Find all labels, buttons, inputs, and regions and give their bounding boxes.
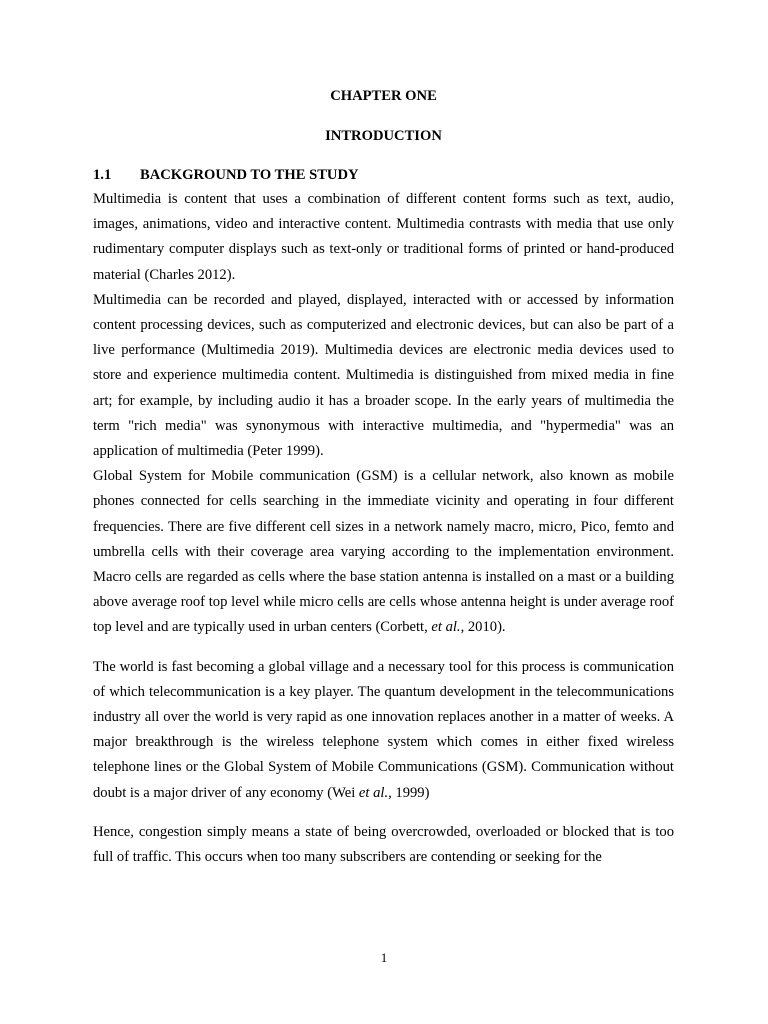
- document-page: [93, 86, 674, 870]
- paragraph-gsm-italic: et al.,: [431, 619, 465, 636]
- section-heading: [93, 165, 674, 185]
- paragraph-gsm-text: Global System for Mobile communication (GSM) is a cellular network, also known as mobile phones connected for cells searching in the immediate vicinity and operating in four different frequencies. There are five different cell sizes in a network namely macro, micro, Pico, femto and umbrella cells with their coverage area varying according to the implementation environment. Macro cells are regarded as cells where the base station antenna is installed on a mast or a building above average roof top level while micro cells are cells whose antenna height is under average roof top level and are typically used in urban centers (Corbett,: [93, 468, 674, 636]
- section-number: 1.1: [93, 167, 112, 183]
- paragraph-multimedia-devices: Multimedia can be recorded and played, displayed, interacted with or accessed by information content processing devices, such as computerized and electronic devices, but can also be part of a live performance (Multimedia 2019). Multimedia devices are electronic media devices used to store and experience multimedia content. Multimedia is distinguished from mixed media in fine art; for example, by including audio it has a broader scope. In the early years of multimedia the term "rich media" was synonymous with interactive multimedia, and "hypermedia" was an application of multimedia (Peter 1999).: [93, 291, 674, 460]
- paragraph-congestion: Hence, congestion simply means a state of being overcrowded, overloaded or blocked that is too full of traffic. This occurs when too many subscribers are contending or seeking for the: [93, 823, 674, 866]
- paragraph-global-village-text: The world is fast becoming a global village and a necessary tool for this process is communication of which telecommunication is a key player. The quantum development in the telecommunications industry all over the world is very rapid as one innovation replaces another in a matter of weeks. A major breakthrough is the wireless telephone system which comes in either fixed wireless telephone lines or the Global System of Mobile Communications (GSM). Communication without doubt is a major driver of any economy (Wei: [93, 658, 674, 801]
- chapter-heading: CHAPTER ONE: [330, 88, 437, 104]
- paragraph-global-village-end: , 1999): [388, 784, 430, 801]
- paragraph-gsm-end: 2010).: [464, 619, 506, 636]
- paragraph-multimedia-definition: Multimedia is content that uses a combination of different content forms such as text, audio, images, animations, video and interactive content. Multimedia contrasts with media that use only rudimentary computer displays such as text-only or traditional forms of printed or hand-produced material (Charles 2012).: [93, 191, 674, 283]
- chapter-title: INTRODUCTION: [325, 128, 442, 144]
- section-title: BACKGROUND TO THE STUDY: [140, 167, 359, 183]
- paragraph-global-village: [93, 655, 674, 806]
- paragraph-gsm: [93, 464, 674, 640]
- page-number: 1: [380, 950, 388, 965]
- paragraph-global-village-italic: et al.: [358, 784, 389, 801]
